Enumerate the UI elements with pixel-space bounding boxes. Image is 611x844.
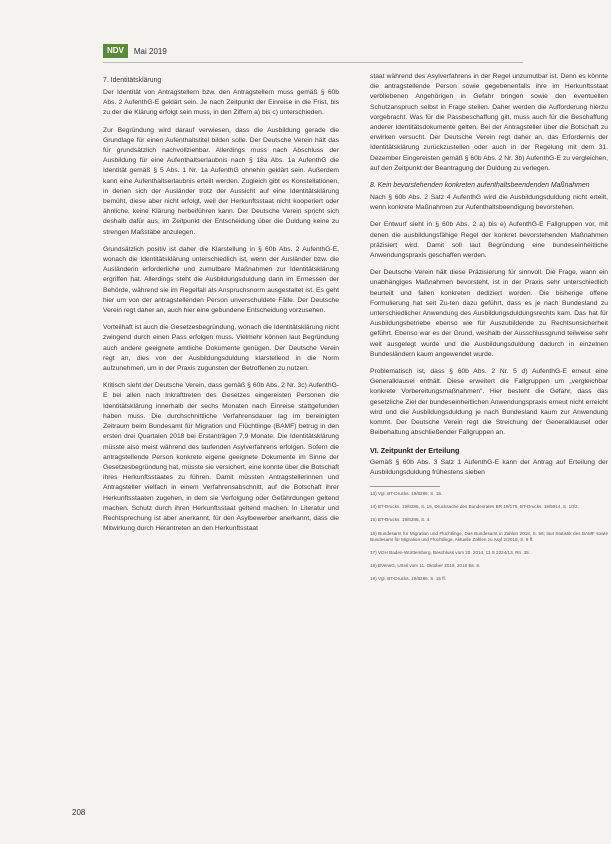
body-paragraph: staat während des Asylverfahrens in der Regel unzumutbar ist. Denn es könnte die antragstellende Person sowie gegebenenfalls ihre im Herkunftsstaat verbliebenen Angehörigen in Gefahr bringen sowie den eventuellen Schutzanspruch selbst in Frage stellen. Daher werden die Aufforderung hierzu vorgebracht. Was für die Passbeschaffung gilt, muss auch für die Beschaffung anderer Identitätsdokumente gelten. Bei der Antragsteller über die Botschaft zu erwirken versucht. Der Deutsche Verein regt daher an, das Erfordernis der Identitätsklärung zurückzustellen oder auch in der Regelung mit dem 31. Dezember Eingereisten gemäß § 60b Abs. 2 Nr. 3b) AufenthG-E zu vergleichen, auf den Zeitpunkt der Beantragung der Duldung zu verlegen. xyxy=(370,73,608,172)
footnote: 17) VGH Baden-Württemberg, Beschluss vom 20. 2014, 11 S 2224/13, Rn. 35. xyxy=(370,549,531,555)
body-paragraph: Gemäß § 60b Abs. 3 Satz 1 AufenthG-E kann der Antrag auf Erteilung der Ausbildungsduldung frühestens sieben xyxy=(370,458,608,476)
body-paragraph: Grundsätzlich positiv ist daher die Klarstellung in § 60b Abs. 2 AufenthG-E, wonach die Identitätsklärung unterschiedlich ist, wenn der Ausländer bzw. die Ausländerin erforderliche und zumutbare Maßnahmen zur Identitätsklärung ergriffen hat. Allerdings steht die Ausbildungsduldung dann im Ermessen der Behörde, während sie im Regelfall als Anspruchsnorm ausgestaltet ist. Es geht hier um von der antragstellenden Person unverschuldete Fälle. Der Deutsche Verein regt daher an, auch hier eine gebundene Entscheidung vorzusehen. xyxy=(103,245,339,315)
footnote: 13) Vgl. BT-Drucks. 19/8286, S. 15. xyxy=(370,490,443,496)
header-divider xyxy=(103,62,523,63)
chapter-heading: VI. Zeitpunkt der Erteilung xyxy=(370,445,460,455)
body-paragraph: Problematisch ist, dass § 60b Abs. 2 Nr. 5 d) AufenthG-E erneut eine Generalklausel enthält. Diese erweitert die Fallgruppen um „vergleichbar konkrete Vorbereitungsmaßnahmen“. Hier besteht die Gefahr, dass das gesetzliche Ziel der bundeseinheitlichen Anwendungspraxis erneut nicht erreicht wird und die Ausbildungsduldung je nach Bundesland kaum zur Anwendung kommt. Der Deutsche Verein regt die Streichung der Generalklausel oder Beibehaltung abschließender Fallgruppen an. xyxy=(370,368,608,437)
body-paragraph: Vorteilhaft ist auch die Gesetzesbegründung, wonach die Identitätsklärung nicht zwingend durch einen Pass erfolgen muss. Vielmehr können laut Begründung auch andere geeignete amtliche Dokumente genügen. Der Deutsche Verein regt an, dies von der Ausbildungsduldung klarstellend in die Norm aufzunehmen, um in der Praxis zugunsten der Betroffenen zu nutzen. xyxy=(103,324,339,373)
section-heading: 7. Identitätsklärung xyxy=(103,77,162,84)
section-heading: 8. Kein bevorstehenden konkreten aufenthaltsbeendenden Maßnahmen xyxy=(370,182,590,190)
footnote-divider xyxy=(370,486,440,487)
left-column xyxy=(103,76,339,541)
footnote: 19) Vgl. BT-Drucks. 19/8286, S. 15 ff. xyxy=(370,576,447,582)
footnote: 16) Bundesamt für Migration und Flüchtlinge, Das Bundesamt in Zahlen 2018, S. 56; laut Statistik des BAMF sowie Bundesamt für Migration und Flüchtlinge, Aktuelle Zahlen zu Asyl 2/2018, S. 9 ff. xyxy=(370,530,608,542)
body-paragraph: Nach § 60b Abs. 2 Satz 4 AufenthG wird die Ausbildungsduldung nicht erteilt, wenn konkrete Maßnahmen zur Aufenthaltsbeendigung bevorstehen. xyxy=(370,194,608,212)
page-header xyxy=(103,44,167,58)
page-number: 208 xyxy=(72,808,86,817)
body-paragraph: Der Deutsche Verein hält diese Präzisierung für sinnvoll. Die Frage, wann ein unabhängiges Maßnahmen bevorsteht, ist in der Praxis sehr unterschiedlich beurteilt und fallen konkreten dediziert worden. Die bisherige offene Formulierung hat seit Zu-ten dazu geführt, dass es je nach Bundesland zu unterschiedlicher Anwendung des Ausbildungsduldungsrechts kam. Das hat für Ausbildungsbetriebe ebenso wie für Auszubildende zu Rechtsunsicherheit geführt. Ebenso war es der Grund, weshalb der Ausschlussgrund teilweise sehr weit ausgelegt wurde und die Ausbildungsduldung dadurch in einzelnen Bundesländern kaum angewendet wurde. xyxy=(370,269,608,358)
footnote: 18) BVerwG, Urteil vom 11. Oktober 2018, 2018 Bs. 8. xyxy=(370,563,481,569)
body-paragraph: Der Identität von Antragstellern bzw. den Antragstellern muss gemäß § 60b Abs. 2 AufenthG-E geklärt sein. Je nach Zeitpunkt der Einreise in die Frist, bis zu der die Klärung erfolgt sein muss, in den Ziffern a) bis c) unterschieden. xyxy=(103,89,339,117)
footnote: 14) BT-Drucks. 19/8286, S. 15, Drucksache des Bundesrates BR 19/175, BT-Drucks. 19/5914, S. 10/2. xyxy=(370,504,579,510)
journal-badge: NDV xyxy=(103,44,128,58)
body-paragraph: Kritisch sieht der Deutsche Verein, dass gemäß § 60b Abs. 2 Nr. 3c) AufenthG-E bei allen nach Inkrafttreten des Gesetzes eingereisten Personen die Identitätsklärung innerhalb der sechs Monaten nach Einreise stattgefunden haben muss. Die durchschnittliche Verfahrensdauer lag im bereinigten Zeitraum beim Bundesamt für Migration und Flüchtlinge (BAMF) betrug in den ersten drei Quartalen 2018 bei Erstanträgen 7,9 Monate. Die Identitätsklärung müsste also meist während des laufenden Asylverfahrens erfolgen. Sofern die antragstellende Person konkrete eigene geeignete Dokumente im Sinne der Gesetzesbegründung hat, müsste sie versichert, eine konnte über die Botschaft ihres Herkunftsstaates zu führen. Damit müssten Antragstellerinnen und Antragsteller vielfach in einem Verfahrensabschnitt, auf die Botschaft ihrer Herkunftsstaaten zugehen, in dem sie Verfolgung oder Gefährdungen geltend machen. Schutz durch ihren Herkunftsstaat geltend machen. In Literatur und Rechtsprechung ist aber anerkannt, für den Asylbewerber anerkannt, dass die Mitwirkung durch Herantreten an den Herkunftsstaat xyxy=(103,382,339,533)
right-column xyxy=(370,72,608,590)
footnote: 15) BT-Drucks. 19/8286, S. 4. xyxy=(370,517,431,523)
body-paragraph: Der Entwurf sieht in § 60b Abs. 2 a) bis e) AufenthG-E Fallgruppen vor, mit denen die ausbildungsfähige Regel der konkret bevorstehenden Maßnahmen präzisiert wird. Damit soll laut Begründung eine bundeseinheitliche Anwendungspraxis geschaffen werden. xyxy=(370,221,608,260)
body-paragraph: Zur Begründung wird darauf verwiesen, dass die Ausbildung gerade die Grundlage für einen Aufenthaltstitel bilden solle. Der Deutsche Verein hält das für grundsätzlich nachvollziehbar. Allerdings muss nach Abschluss der Ausbildung für eine Aufenthaltserlaubnis nach § 18a Abs. 1a AufenthG die Identität gemäß § 5 Abs. 1 Nr. 1a AufenthG ohnehin geklärt sein. Außerdem kann eine Aufenthaltserlaubnis erteilt werden. Zugleich gibt es Konstellationen, in denen sich der Ausländer trotz der Aussicht auf eine Identitätsklärung bemüht, diese aber nicht erfolgt, weil der Herkunftsstaat nicht kooperiert oder ähnliche, keine Klärung herbeiführen kann. Der Deutsche Verein spricht sich deshalb dafür aus, im Zeitpunkt der Entscheidung über die Duldung keine zu strengen Maßstäbe anzulegen. xyxy=(103,126,339,236)
issue-date: Mai 2019 xyxy=(133,46,167,56)
